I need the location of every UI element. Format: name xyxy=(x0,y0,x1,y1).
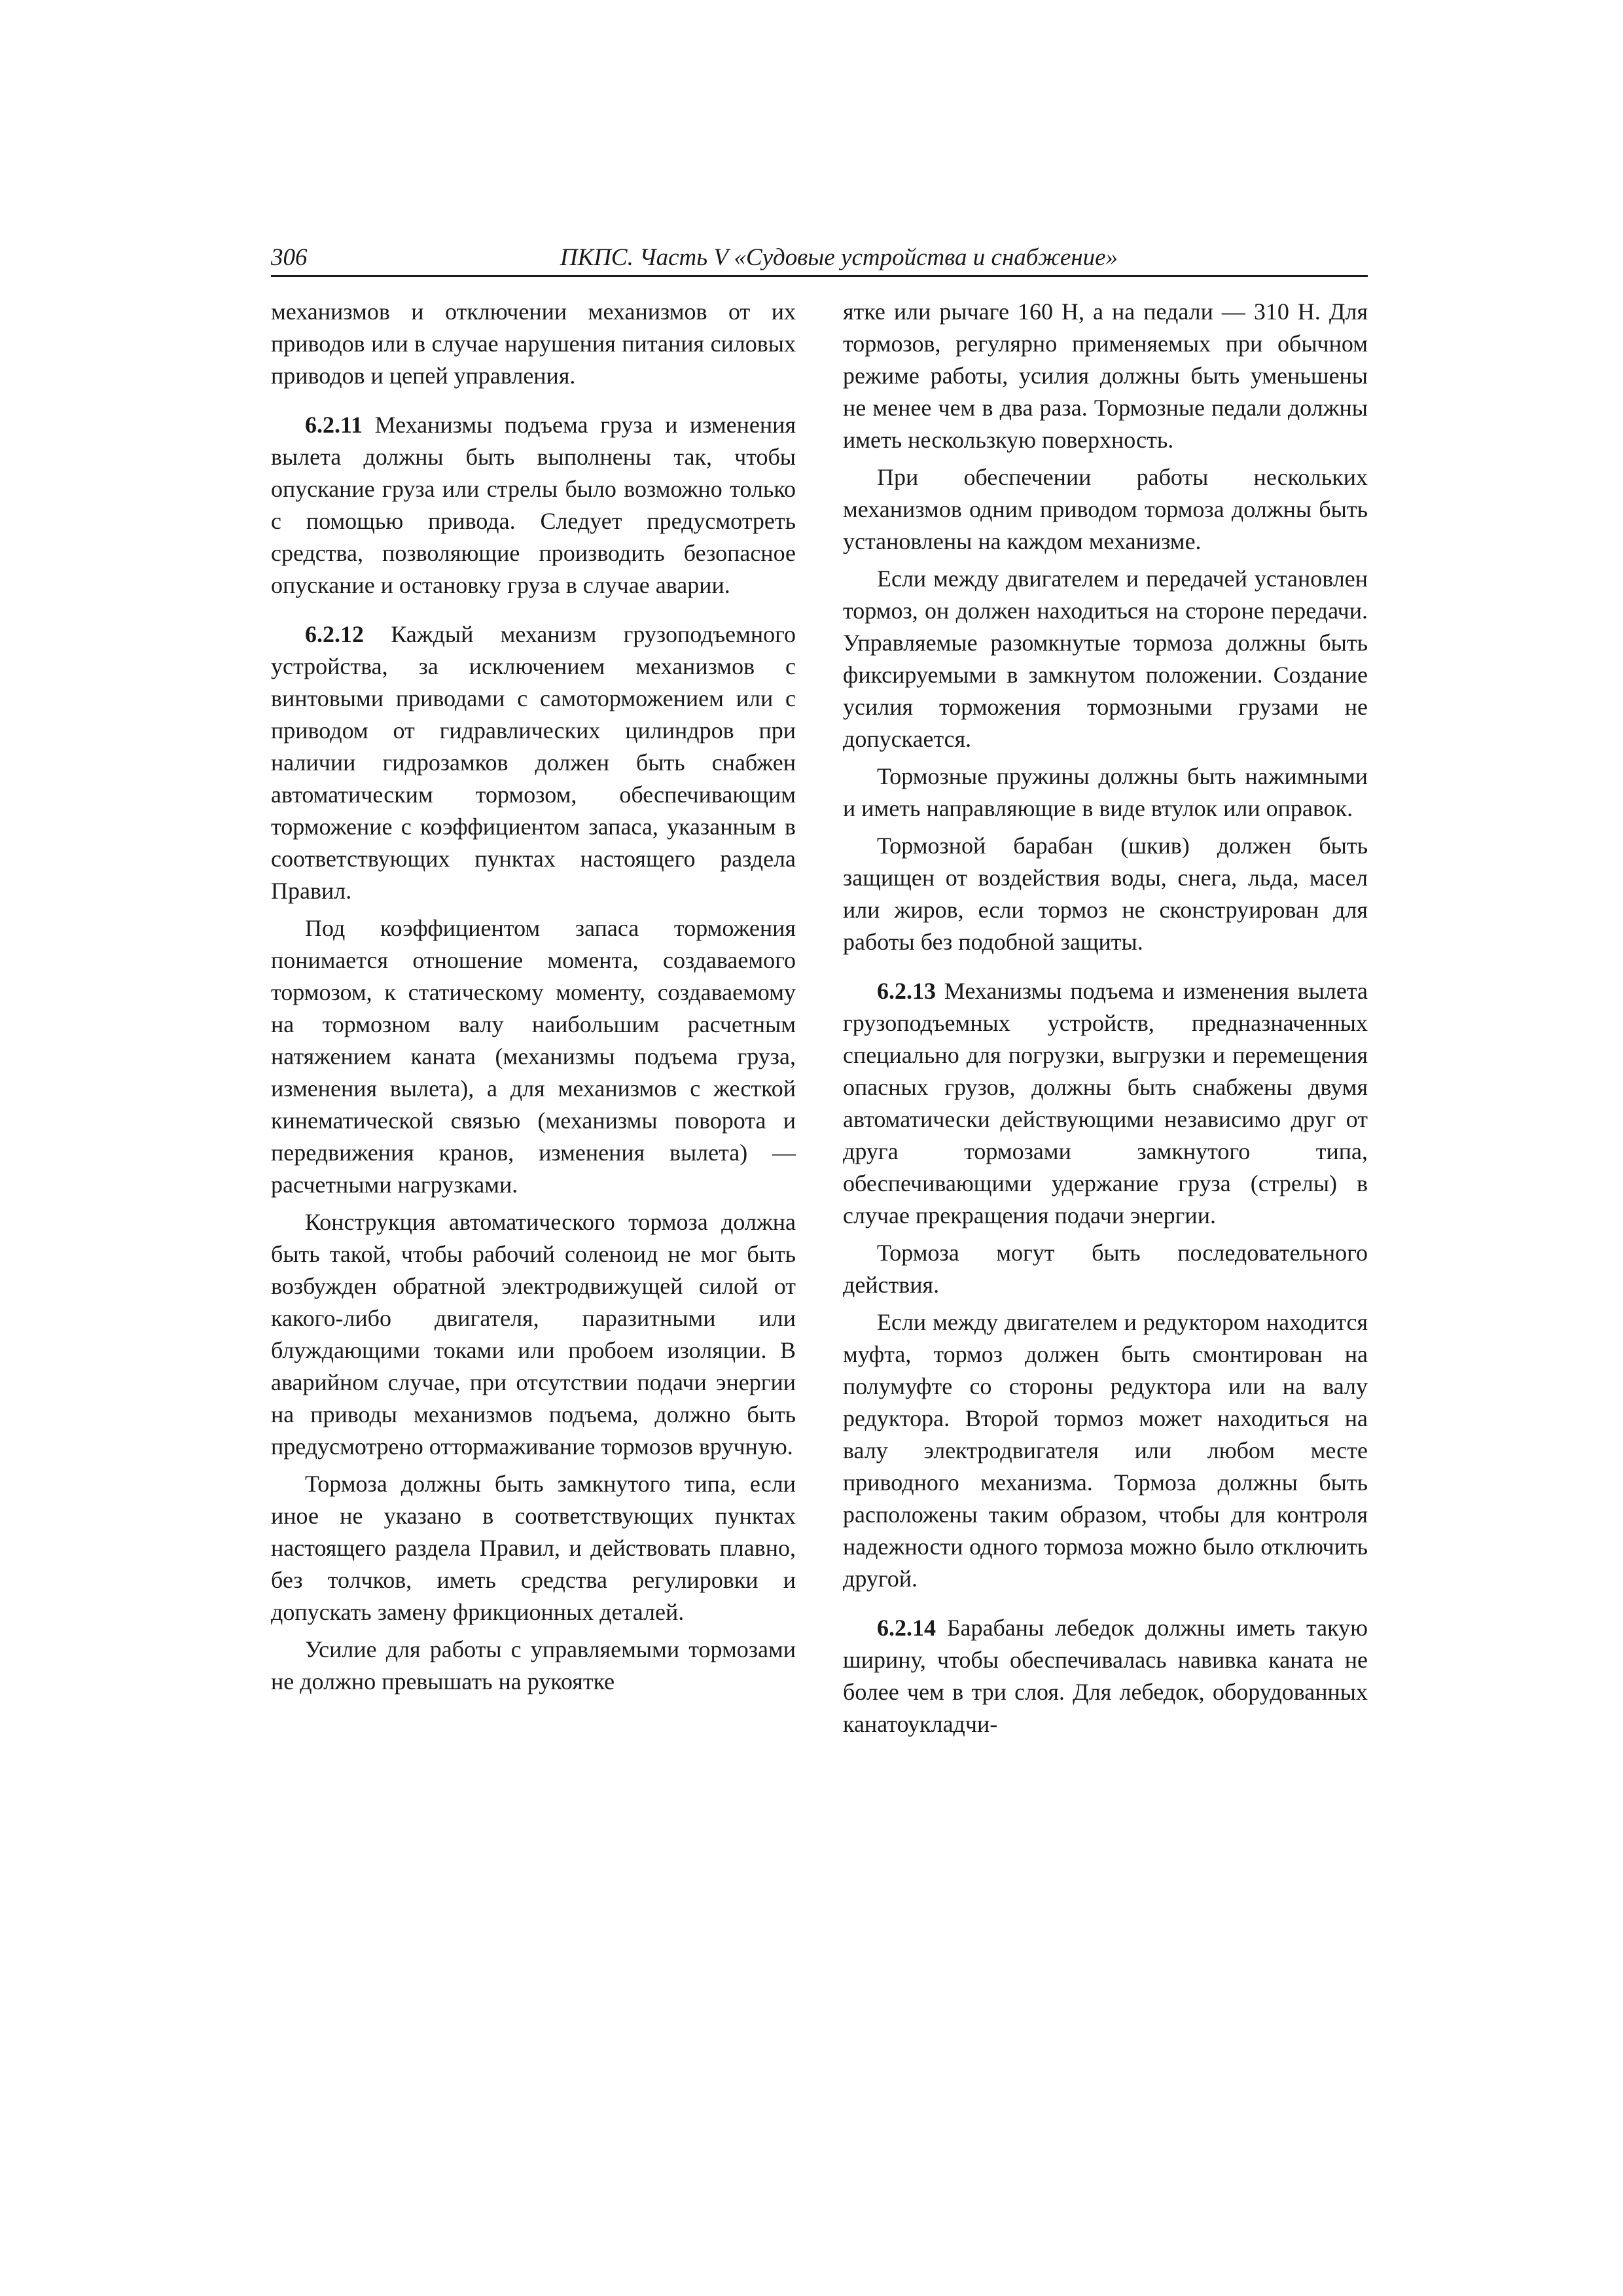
paragraph-text: Механизмы подъема и изменения вылета грузоподъемных устройств, предназначенных специально для погрузки, выгрузки и перемещения опасных грузов, должны быть снабжены двумя автоматически действующими независимо друг от друга тормозами замкнутого типа, обеспечивающими удержание груза (стрелы) в случае прекращения подачи энергии. xyxy=(843,978,1368,1229)
paragraph-continuation: ятке или рычаге 160 Н, а на педали — 310 Н. Для тормозов, регулярно применяемых при обычном режиме работы, усилия должны быть уменьшены не менее чем в два раза. Тормозные педали должны иметь нескользкую поверхность. xyxy=(843,298,1368,453)
running-header xyxy=(271,241,1368,277)
paragraph-text: Механизмы подъема груза и изменения вылета должны быть выполнены так, чтобы опускание груза или стрелы было возможно только с помощью привода. Следует предусмотреть средства, позволяющие производить безопасное опускание и остановку груза в случае аварии. xyxy=(271,412,796,598)
paragraph: Тормоза должны быть замкнутого типа, если иное не указано в соответствующих пунктах настоящего раздела Правил, и действовать плавно, без толчков, иметь средства регулировки и допускать замену фрикционных деталей. xyxy=(271,1471,796,1625)
section-number: 6.2.13 xyxy=(877,978,936,1004)
page-number: 306 xyxy=(271,244,308,271)
paragraph: Если между двигателем и передачей установлен тормоз, он должен находиться на стороне передачи. Управляемые разомкнутые тормоза должны быть фиксируемыми в замкнутом положении. Создание усилия торможения тормозными грузами не допускается. xyxy=(843,565,1368,752)
section-number: 6.2.12 xyxy=(305,621,364,647)
paragraph-continuation: механизмов и отключении механизмов от их приводов или в случае нарушения питания силовых приводов и цепей управления. xyxy=(271,298,796,389)
paragraph: Конструкция автоматического тормоза должна быть такой, чтобы рабочий соленоид не мог быть возбужден обратной электродвижущей силой от какого-либо двигателя, паразитными или блуждающими токами или пробоем изоляции. В аварийном случае, при отсутствии подачи энергии на приводы механизмов подъема, должно быть предусмотрено оттормаживание тормозов вручную. xyxy=(271,1209,796,1460)
paragraph-6-2-11 xyxy=(271,409,796,601)
paragraph: Усилие для работы с управляемыми тормозами не должно превышать на рукоятке xyxy=(271,1636,796,1695)
paragraph-6-2-13 xyxy=(843,975,1368,1232)
paragraph: При обеспечении работы нескольких механизмов одним приводом тормоза должны быть установлены на каждом механизме. xyxy=(843,464,1368,554)
paragraph: Если между двигателем и редуктором находится муфта, тормоз должен быть смонтирован на полумуфте со стороны редуктора или на валу редуктора. Второй тормоз может находиться на валу электродвигателя или любом месте приводного механизма. Тормоза должны быть расположены таким образом, чтобы для контроля надежности одного тормоза можно было отключить другой. xyxy=(843,1309,1368,1592)
left-column xyxy=(271,296,796,1698)
section-number: 6.2.14 xyxy=(877,1615,936,1641)
paragraph: Тормозной барабан (шкив) должен быть защищен от воздействия воды, снега, льда, масел или жиров, если тормоз не сконструирован для работы без подобной защиты. xyxy=(843,833,1368,955)
paragraph-6-2-14 xyxy=(843,1612,1368,1740)
running-title: ПКПС. Часть V «Судовые устройства и снабжение» xyxy=(560,244,1118,271)
section-number: 6.2.11 xyxy=(305,412,363,438)
document-page xyxy=(271,241,1368,1929)
paragraph: Тормозные пружины должны быть нажимными и иметь направляющие в виде втулок или оправок. xyxy=(843,763,1368,821)
paragraph: Тормоза могут быть последовательного действия. xyxy=(843,1240,1368,1298)
right-column xyxy=(843,296,1368,1740)
paragraph-text: Барабаны лебедок должны иметь такую ширину, чтобы обеспечивалась навивка каната не более чем в три слоя. Для лебедок, оборудованных канатоукладчи- xyxy=(843,1615,1368,1737)
paragraph-text: Каждый механизм грузоподъемного устройства, за исключением механизмов с винтовыми приводами с самоторможением или с приводом от гидравлических цилиндров при наличии гидрозамков должен быть снабжен автоматическим тормозом, обеспечивающим торможение с коэффициентом запаса, указанным в соответствующих пунктах настоящего раздела Правил. xyxy=(271,621,796,904)
paragraph: Под коэффициентом запаса торможения понимается отношение момента, создаваемого тормозом, к статическому моменту, создаваемому на тормозном валу наибольшим расчетным натяжением каната (механизмы подъема груза, изменения вылета), а для механизмов с жесткой кинематической связью (механизмы поворота и передвижения кранов, изменения вылета) — расчетными нагрузками. xyxy=(271,915,796,1198)
paragraph-6-2-12 xyxy=(271,619,796,907)
